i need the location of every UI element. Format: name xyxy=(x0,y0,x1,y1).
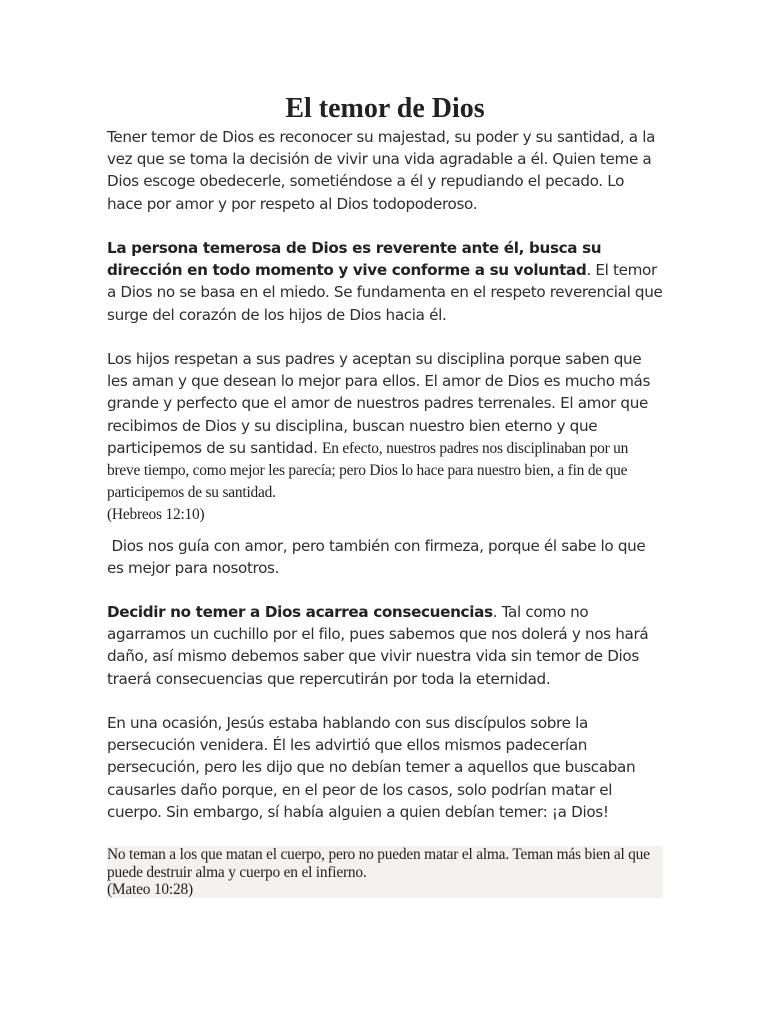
quote-mateo-ref: (Mateo 10:28) xyxy=(107,881,193,898)
paragraph-jesus-text: En una ocasión, Jesús estaba hablando con sus discípulos sobre la persecución venidera. Él les advirtió que ellos mismos padecerían persecución, pero les dijo que no debían temer a aquellos que buscaban causarles daño porque, en el peor de los casos, solo podrían matar el cuerpo. Sin embargo, sí había alguien a quien debían temer: ¡a Dios! xyxy=(107,714,636,821)
quote-mateo-text: No teman a los que matan el cuerpo, pero no pueden matar el alma. Teman más bien al que puede destruir alma y cuerpo en el infierno. xyxy=(107,846,650,881)
quote-hebreos-ref: (Hebreos 12:10) xyxy=(107,506,205,524)
paragraph-guidance-text: Dios nos guía con amor, pero también con firmeza, porque él sabe lo que es mejor para nosotros. xyxy=(107,537,650,578)
paragraph-children-text: Los hijos respetan a sus padres y aceptan su disciplina porque saben que les aman y que desean lo mejor para ellos. El amor de Dios es mucho más grande y perfecto que el amor de nuestros padres terrenales. El amor que recibimos de Dios y su disciplina, buscan nuestro bien eterno y que participemos de su santidad. xyxy=(107,350,651,457)
document-title: El temor de Dios xyxy=(285,93,485,124)
paragraph-reverence-bold: La persona temerosa de Dios es reverente ante él, busca su dirección en todo momento y vive conforme a su voluntad xyxy=(107,239,602,280)
paragraph-guidance xyxy=(107,535,663,579)
paragraph-intro-text: Tener temor de Dios es reconocer su majestad, su poder y su santidad, a la vez que se toma la decisión de vivir una vida agradable a él. Quien teme a Dios escoge obedecerle, sometiéndose a él y repudiando el pecado. Lo hace por amor y por respeto al Dios todopoderoso. xyxy=(107,128,656,213)
paragraph-consequences xyxy=(107,601,663,690)
paragraph-consequences-bold: Decidir no temer a Dios acarrea consecuencias xyxy=(107,603,493,621)
paragraph-reverence xyxy=(107,237,663,326)
paragraph-children xyxy=(107,348,663,526)
quote-mateo xyxy=(107,846,663,899)
paragraph-consequences-text: . Tal como no agarramos un cuchillo por el filo, pues sabemos que nos dolerá y nos hará daño, así mismo debemos saber que vivir nuestra vida sin temor de Dios traerá consecuencias que repercutirán por toda la eternidad. xyxy=(107,603,649,688)
paragraph-reverence-text: . El temor a Dios no se basa en el miedo. Se fundamenta en el respeto reverencial que surge del corazón de los hijos de Dios hacia él. xyxy=(107,261,663,324)
quote-hebreos: En efecto, nuestros padres nos disciplinaban por un breve tiempo, como mejor les parecía; pero Dios lo hace para nuestro bien, a fin de que participemos de su santidad. xyxy=(107,439,629,502)
paragraph-intro xyxy=(107,126,663,215)
quote-mateo-box xyxy=(107,846,663,898)
paragraph-jesus xyxy=(107,712,663,823)
